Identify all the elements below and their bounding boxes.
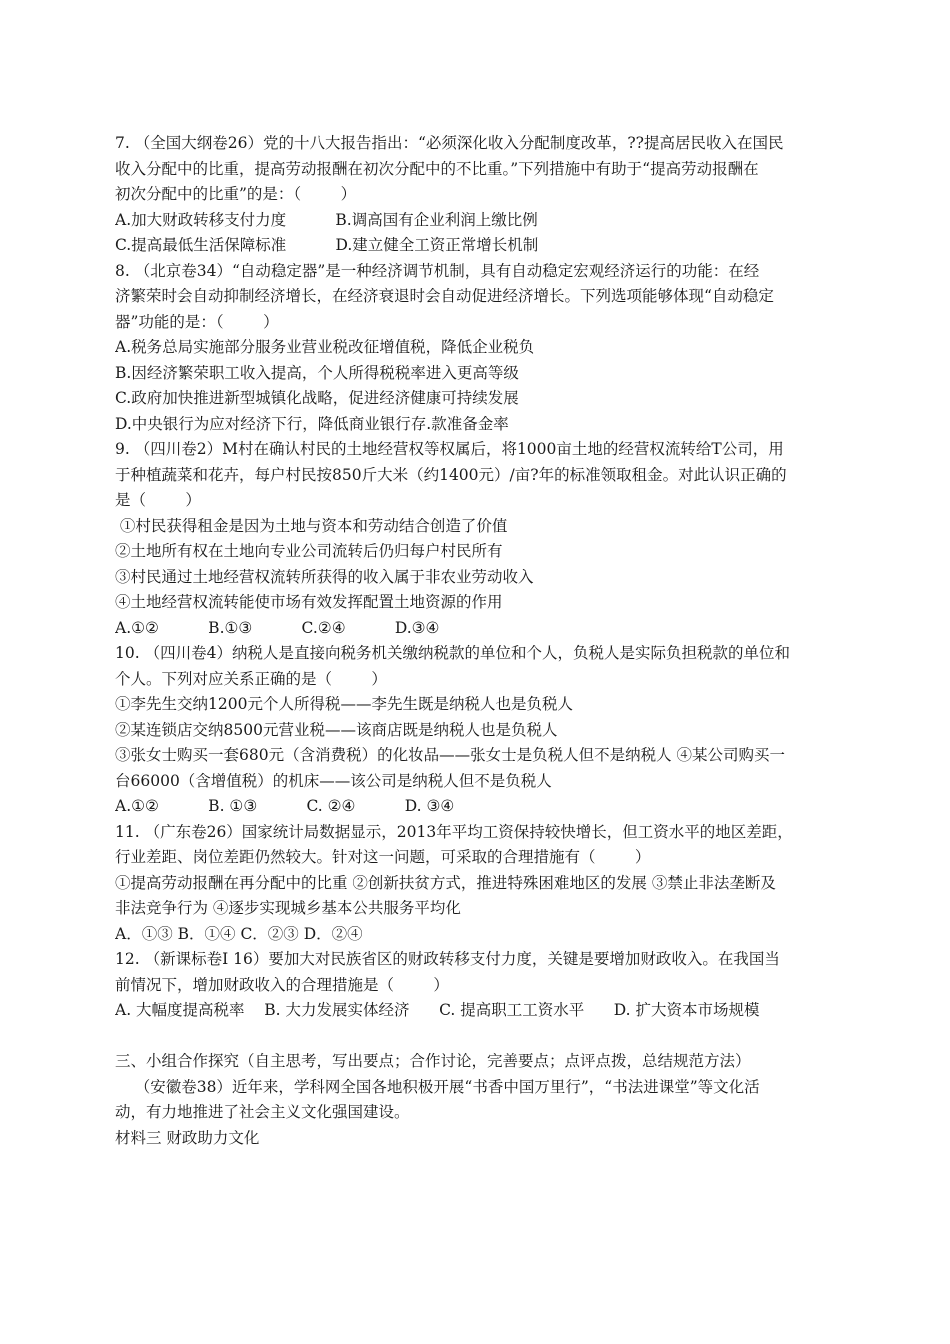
- q10-statement-3: ③张女士购买一套680元（含消费税）的化妆品——张女士是负税人但不是纳税人 ④某公司购买一: [115, 746, 786, 764]
- q8-option-d: D.中央银行为应对经济下行，降低商业银行存.款准备金率: [115, 414, 509, 433]
- q8-option-c: C.政府加快推进新型城镇化战略，促进经济健康可持续发展: [115, 389, 519, 407]
- q8-line-2: 济繁荣时会自动抑制经济增长，在经济衰退时会自动促进经济增长。下列选项能够体现“自动稳定: [115, 287, 774, 305]
- q9-statement-2: ②土地所有权在土地向专业公司流转后仍归每户村民所有: [115, 542, 503, 560]
- q9-options: A.①② B.①③ C.②④ D.③④: [115, 618, 440, 637]
- q10-statement-2: ②某连锁店交纳8500元营业税——该商店既是纳税人也是负税人: [115, 720, 558, 739]
- q7-line-3: 初次分配中的比重”的是：（ ）: [115, 185, 357, 203]
- q10-statement-1: ①李先生交纳1200元个人所得税——李先生既是纳税人也是负税人: [115, 695, 573, 713]
- q10-statement-4: 台66000（含增值税）的机床——该公司是纳税人但不是负税人: [115, 771, 552, 790]
- q8-line-3: 器”功能的是：（ ）: [115, 312, 279, 331]
- q9-line-2: 于种植蔬菜和花卉，每户村民按850斤大米（约1400元）/亩?年的标准领取租金。对此认识正确的: [115, 465, 787, 484]
- q11-options: A．①③ B．①④ C．②③ D．②④: [115, 924, 363, 943]
- q12-line-1: 12. （新课标卷Ⅰ 16）要加大对民族省区的财政转移支付力度，关键是要增加财政收入。在我国当: [115, 950, 780, 968]
- q11-line-1: 11. （广东卷26）国家统计局数据显示，2013年平均工资保持较快增长，但工资水平的地区差距，: [115, 822, 793, 841]
- q7-line-1: 7. （全国大纲卷26）党的十八大报告指出：“必须深化收入分配制度改革，??提高居民收入在国民: [115, 134, 784, 152]
- q8-option-a: A.税务总局实施部分服务业营业税改征增值税，降低企业税负: [115, 338, 535, 356]
- q7-line-2: 收入分配中的比重，提高劳动报酬在初次分配中的不比重。”下列措施中有助于“提高劳动报酬在: [115, 159, 759, 178]
- q9-line-3: 是（ ）: [115, 491, 201, 509]
- q7-options-cd: C.提高最低生活保障标准 D.建立健全工资正常增长机制: [115, 236, 539, 254]
- section-three-heading: 三、小组合作探究（自主思考，写出要点；合作讨论，完善要点；点评点拨，总结规范方法）: [115, 1052, 751, 1070]
- q9-statement-1: ①村民获得租金是因为土地与资本和劳动结合创造了价值: [115, 516, 508, 535]
- q9-statement-4: ④土地经营权流转能使市场有效发挥配置土地资源的作用: [115, 593, 503, 611]
- q11-statements-2: 非法竞争行为 ④逐步实现城乡基本公共服务平均化: [115, 899, 461, 917]
- q12-options: A. 大幅度提高税率 B. 大力发展实体经济 C. 提高职工工资水平 D. 扩大资本市场规模: [115, 1001, 760, 1019]
- q9-statement-3: ③村民通过土地经营权流转所获得的收入属于非农业劳动收入: [115, 567, 534, 586]
- material-intro-line-2: 动，有力地推进了社会主义文化强国建设。: [115, 1103, 410, 1121]
- document-body: [115, 131, 840, 1151]
- blank-line: [115, 1024, 840, 1050]
- q8-option-b: B.因经济繁荣职工收入提高，个人所得税税率进入更高等级: [115, 363, 519, 382]
- q10-options: A.①② B. ①③ C. ②④ D. ③④: [115, 797, 455, 815]
- material-intro-line-1: （安徽卷38）近年来，学科网全国各地积极开展“书香中国万里行”，“书法进课堂”等文化活: [115, 1077, 760, 1096]
- q11-statements-1: ①提高劳动报酬在再分配中的比重 ②创新扶贫方式，推进特殊困难地区的发展 ③禁止非法垄断及: [115, 873, 776, 892]
- q9-line-1: 9. （四川卷2）M村在确认村民的土地经营权等权属后，将1000亩土地的经营权流转给T公司，用: [115, 440, 784, 458]
- material-three-title: 材料三 财政助力文化: [115, 1128, 260, 1147]
- q10-line-2: 个人。下列对应关系正确的是（ ）: [115, 669, 387, 688]
- q7-options-ab: A.加大财政转移支付力度 B.调高国有企业利润上缴比例: [115, 210, 538, 229]
- q8-line-1: 8. （北京卷34）“自动稳定器”是一种经济调节机制，具有自动稳定宏观经济运行的功能：在经: [115, 261, 760, 280]
- q12-line-2: 前情况下，增加财政收入的合理措施是（ ）: [115, 975, 449, 994]
- q10-line-1: 10. （四川卷4）纳税人是直接向税务机关缴纳税款的单位和个人，负税人是实际负担税款的单位和: [115, 644, 790, 662]
- q11-line-2: 行业差距、岗位差距仍然较大。针对这一问题，可采取的合理措施有（ ）: [115, 848, 651, 866]
